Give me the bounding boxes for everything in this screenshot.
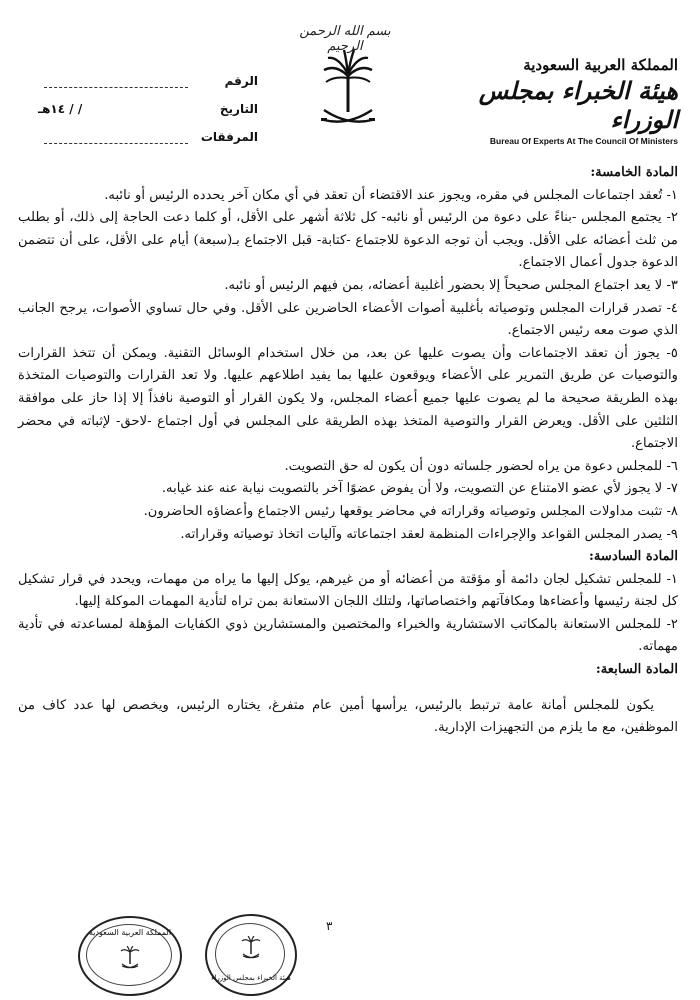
clause: ٩- يصدر المجلس القواعد والإجراءات المنظمة لعقد اجتماعاته وآليات اتخاذ توصياته وقراراته. bbox=[180, 526, 678, 542]
reference-label: الرقم bbox=[224, 74, 258, 88]
clause: ٥- يجوز أن تعقد الاجتماعات وأن يصوت عليها عن بعد، من خلال استخدام الوسائل التقنية. ويمكن أن تتخذ القرارات والتوصيات عن طريق التمرير على الأعضاء ويوقعون عليها بما يفيد اطلاعهم عليها. ولا تعد القرارات والتوصيات المتخذة بهذه الطريقة صحيحة ما لم يصوت عليها جميع أعضاء المجلس، ولا يكون القرار أو التوصية نافذاً إلا إذا حاز على موافقة الثلثين على الأقل. ويعرض القرار والتوصية المتخذ بهذه الطريقة على المجلس في أول اجتماع -لاحق- لإثباته في محضر الاجتماع. bbox=[18, 345, 678, 452]
date-value: / / ١٤هـ bbox=[38, 102, 83, 116]
bureau-seal-stamp bbox=[205, 914, 297, 996]
clause: ٨- تثبت مداولات المجلس وتوصياته وقراراته في محاضر يوقعها رئيس الاجتماع وأعضاؤه الحاضرون. bbox=[143, 503, 678, 519]
date-label: التاريخ bbox=[219, 102, 258, 116]
bismillah-calligraphy: بسم الله الرحمن الرحيم bbox=[299, 24, 391, 54]
kingdom-name: المملكة العربية السعودية bbox=[523, 56, 678, 74]
seal-emblem-icon bbox=[120, 946, 140, 970]
seal-emblem-icon bbox=[241, 936, 261, 960]
reference-row bbox=[38, 60, 258, 88]
clause: ٧- لا يجوز لأي عضو الامتناع عن التصويت، ولا أن يفوض عضوًا آخر بالتصويت نيابة عنه عند غيابه. bbox=[161, 481, 678, 497]
clause: ٣- لا يعد اجتماع المجلس صحيحاً إلا بحضور أغلبية أعضائه، بمن فيهم الرئيس أو نائبه. bbox=[224, 277, 678, 293]
clause: ٦- للمجلس دعوة من يراه لحضور جلساته دون أن يكون له حق التصويت. bbox=[284, 458, 678, 474]
clause: ٤- تصدر قرارات المجلس وتوصياته بأغلبية أصوات الأعضاء الحاضرين على الأقل. وفي حال تساوي الأصوات، يرجح الجانب الذي صوت معه رئيس الاجتماع. bbox=[18, 300, 678, 339]
seal-text: هيئة الخبراء بمجلس الوزراء bbox=[211, 974, 291, 982]
article-5-title: المادة الخامسة: bbox=[590, 165, 678, 180]
document-body bbox=[18, 162, 678, 753]
page-number: ٣ bbox=[326, 919, 333, 933]
bureau-name-english: Bureau Of Experts At The Council Of Ministers bbox=[489, 136, 678, 146]
article-6-clauses bbox=[18, 569, 678, 659]
bureau-name-arabic: هيئة الخبراء بمجلس الوزراء bbox=[478, 76, 678, 134]
clause: ١- للمجلس تشكيل لجان دائمة أو مؤقتة من أعضائه أو من غيرهم، يوكل إليها ما يراه من مهمات، ويحدد في قرار تشكيل كل لجنة رئيسها وأعضاءها ومكافآتهم واختصاصاتها، ولتلك اللجان الاستعانة بمن تراه لتأدية المهمات الموكلة إليها. bbox=[18, 571, 678, 610]
clause: ١- تُعقد اجتماعات المجلس في مقره، ويجوز عند الاقتضاء أن تعقد في أي مكان آخر يحدده الرئيس أو نائبه. bbox=[104, 187, 678, 203]
article-6-title: المادة السادسة: bbox=[588, 549, 678, 565]
seal-text: المملكة العربية السعودية bbox=[88, 928, 172, 937]
clause: ٢- يجتمع المجلس -بناءً على دعوة من الرئيس أو نائبه- كل ثلاثة أشهر على الأقل، أو كلما دعت الحاجة إلى ذلك، أو بطلب من ثلث أعضائه على الأقل. ويجب أن توجه الدعوة للاجتماع -كتابة- قبل الاجتماع بـ(سبعة) أيام على الأقل، على أن تتضمن الدعوة جدول أعمال الاجتماع. bbox=[18, 210, 678, 271]
attachments-row bbox=[38, 116, 258, 144]
official-seal-stamp bbox=[78, 916, 182, 996]
article-5-clauses bbox=[18, 185, 678, 547]
clause: ٢- للمجلس الاستعانة بالمكاتب الاستشارية والخبراء والمختصين والمستشارين ذوي الكفايات المؤهلة لمساعدته في تأدية مهماته. bbox=[18, 616, 678, 655]
attachments-label: المرفقات bbox=[200, 130, 258, 144]
article-7-title: المادة السابعة: bbox=[595, 662, 678, 678]
saudi-emblem-icon bbox=[318, 46, 378, 136]
reference-value-line bbox=[44, 73, 188, 88]
article-7-text: يكون للمجلس أمانة عامة ترتبط بالرئيس، يرأسها أمين عام متفرغ، يختاره الرئيس، ويخصص لها عدد كاف من الموظفين، مع ما يلزم من التجهيزات الإدارية. bbox=[18, 697, 678, 736]
attachments-value-line bbox=[44, 129, 188, 144]
date-row bbox=[38, 88, 258, 116]
issuer-header bbox=[438, 56, 678, 146]
reference-block bbox=[38, 60, 258, 144]
